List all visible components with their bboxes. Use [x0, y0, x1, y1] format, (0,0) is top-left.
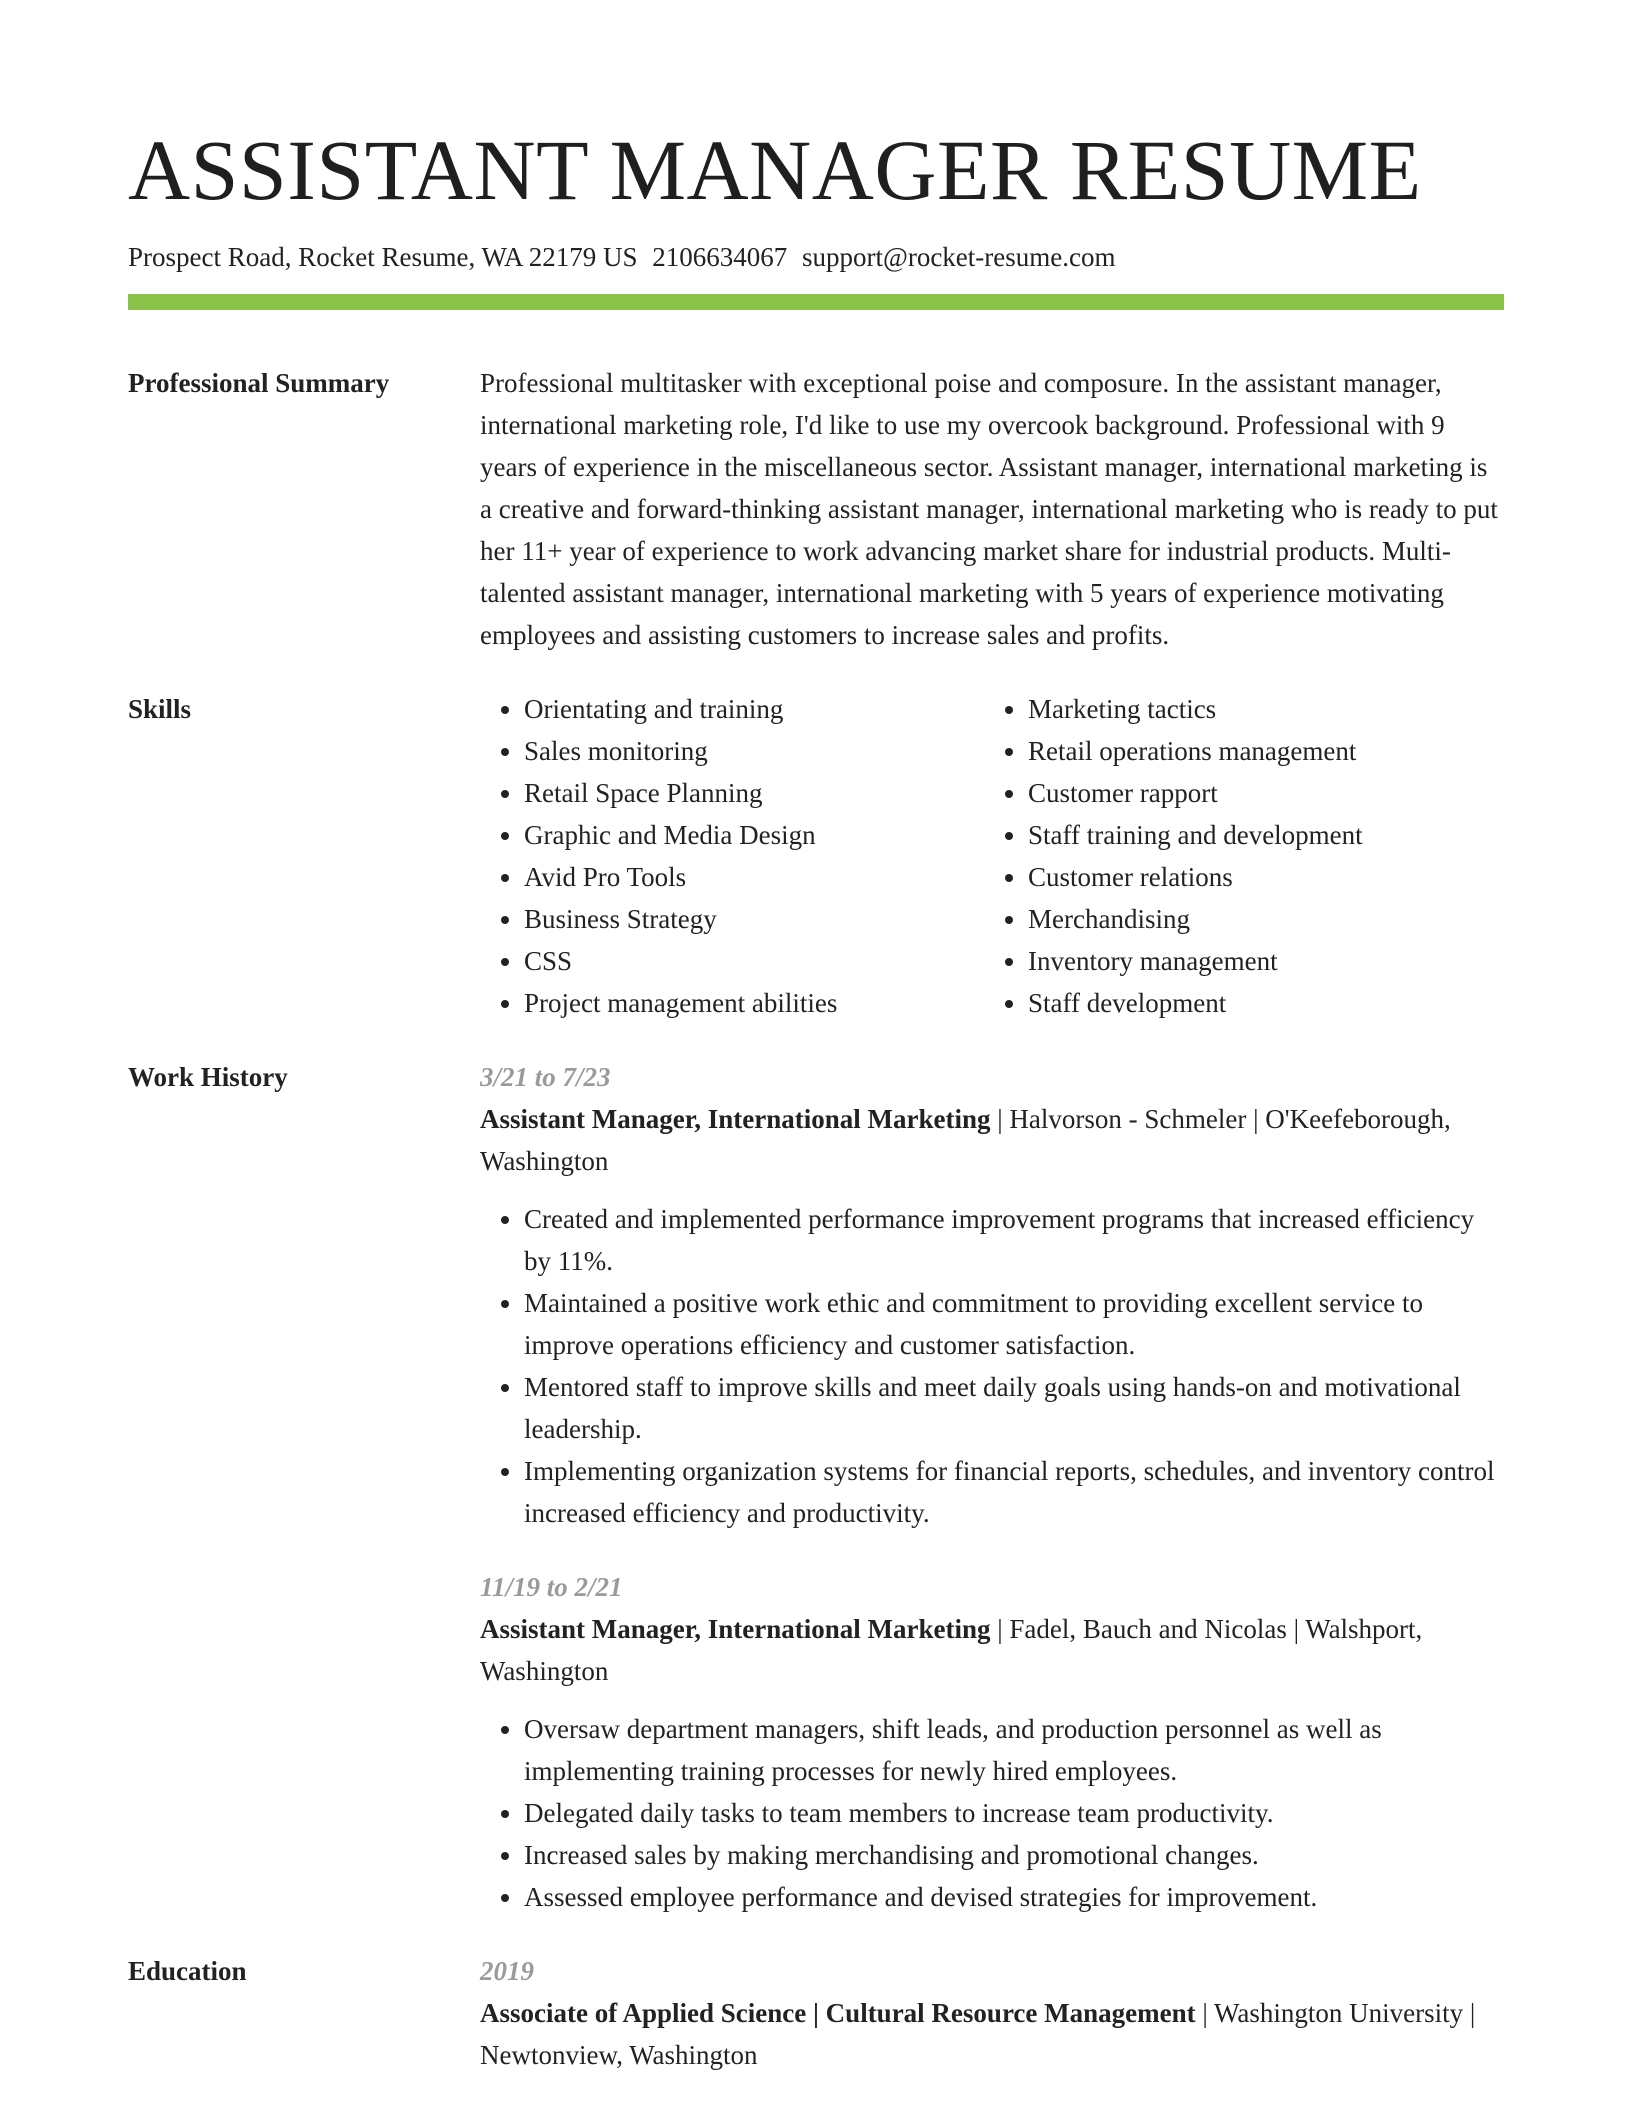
- skills-content: [480, 688, 1504, 1024]
- section-label-skills: Skills: [128, 694, 192, 724]
- skill-item: • Staff training and development: [1028, 814, 1488, 856]
- job-employer-location: | Halvorson - Schmeler | O'Keefeborough, Washington: [480, 1104, 1451, 1176]
- skills-list-right: [984, 688, 1488, 1024]
- accent-divider: [128, 294, 1504, 310]
- job-employer-location: | Fadel, Bauch and Nicolas | Walshport, Washington: [480, 1614, 1423, 1686]
- skills-list-left: [480, 688, 984, 1024]
- skill-item: • Business Strategy: [524, 898, 984, 940]
- skill-item: • Merchandising: [1028, 898, 1488, 940]
- job-bullet: • Implementing organization systems for financial reports, schedules, and inventory control increased efficiency and productivity.: [524, 1450, 1504, 1534]
- section-label-work-history: Work History: [128, 1062, 288, 1092]
- job-bullet: • Maintained a positive work ethic and commitment to providing excellent service to improve operations efficiency and customer satisfaction.: [524, 1282, 1504, 1366]
- resume-page: [128, 0, 1504, 2076]
- contact-address: Prospect Road, Rocket Resume, WA 22179 US: [128, 242, 638, 272]
- job-heading: [480, 1608, 1504, 1692]
- skill-item: • Customer relations: [1028, 856, 1488, 898]
- skill-item: • Customer rapport: [1028, 772, 1488, 814]
- section-label-education: Education: [128, 1956, 247, 1986]
- summary-content: [480, 362, 1504, 656]
- job-title: Assistant Manager, International Marketing: [480, 1104, 991, 1134]
- skill-item: • CSS: [524, 940, 984, 982]
- summary-section: [128, 362, 1504, 656]
- education-year: 2019: [480, 1956, 534, 1986]
- skill-item: • Sales monitoring: [524, 730, 984, 772]
- work-history-content: [480, 1056, 1504, 1918]
- contact-line: [128, 240, 1504, 274]
- job-bullet: • Mentored staff to improve skills and meet daily goals using hands-on and motivational leadership.: [524, 1366, 1504, 1450]
- skill-item: • Inventory management: [1028, 940, 1488, 982]
- job-bullet: • Delegated daily tasks to team members to increase team productivity.: [524, 1792, 1504, 1834]
- skill-item: • Orientating and training: [524, 688, 984, 730]
- skill-item: • Retail operations management: [1028, 730, 1488, 772]
- resume-title: ASSISTANT MANAGER RESUME: [128, 122, 1422, 218]
- job-dates: 11/19 to 2/21: [480, 1572, 623, 1602]
- education-degree: Associate of Applied Science | Cultural Resource Management: [480, 1998, 1196, 2028]
- education-school-location: | Washington University | Newtonview, Washington: [480, 1998, 1476, 2070]
- contact-email: support@rocket-resume.com: [801, 242, 1116, 272]
- job-bullets: [480, 1198, 1504, 1534]
- job-dates: 3/21 to 7/23: [480, 1062, 611, 1092]
- work-history-section: [128, 1056, 1504, 1918]
- skill-item: • Marketing tactics: [1028, 688, 1488, 730]
- job-bullet: • Oversaw department managers, shift leads, and production personnel as well as implementing training processes for newly hired employees.: [524, 1708, 1504, 1792]
- job-bullets: [480, 1708, 1504, 1918]
- contact-phone: 2106634067: [652, 242, 788, 272]
- skill-item: • Project management abilities: [524, 982, 984, 1024]
- job-bullet: • Created and implemented performance improvement programs that increased efficiency by 11%.: [524, 1198, 1504, 1282]
- skills-section: [128, 688, 1504, 1024]
- job-entry: [480, 1566, 1504, 1918]
- skill-item: • Retail Space Planning: [524, 772, 984, 814]
- education-section: [128, 1950, 1504, 2076]
- section-label-summary: Professional Summary: [128, 368, 390, 398]
- skill-item: • Avid Pro Tools: [524, 856, 984, 898]
- education-content: [480, 1950, 1504, 2076]
- skill-item: • Graphic and Media Design: [524, 814, 984, 856]
- job-bullet: • Assessed employee performance and devised strategies for improvement.: [524, 1876, 1504, 1918]
- education-heading: [480, 1992, 1504, 2076]
- summary-text: Professional multitasker with exceptional poise and composure. In the assistant manager, international marketing role, I'd like to use my overcook background. Professional with 9 years of experience in the miscellaneous sector. Assistant manager, international marketing is a creative and forward-thinking assistant manager, international marketing who is ready to put her 11+ year of experience to work advancing market share for industrial products. Multi-talented assistant manager, international marketing with 5 years of experience motivating employees and assisting customers to increase sales and profits.: [480, 368, 1498, 650]
- job-title: Assistant Manager, International Marketing: [480, 1614, 991, 1644]
- job-heading: [480, 1098, 1504, 1182]
- skill-item: • Staff development: [1028, 982, 1488, 1024]
- job-entry: [480, 1056, 1504, 1534]
- job-bullet: • Increased sales by making merchandising and promotional changes.: [524, 1834, 1504, 1876]
